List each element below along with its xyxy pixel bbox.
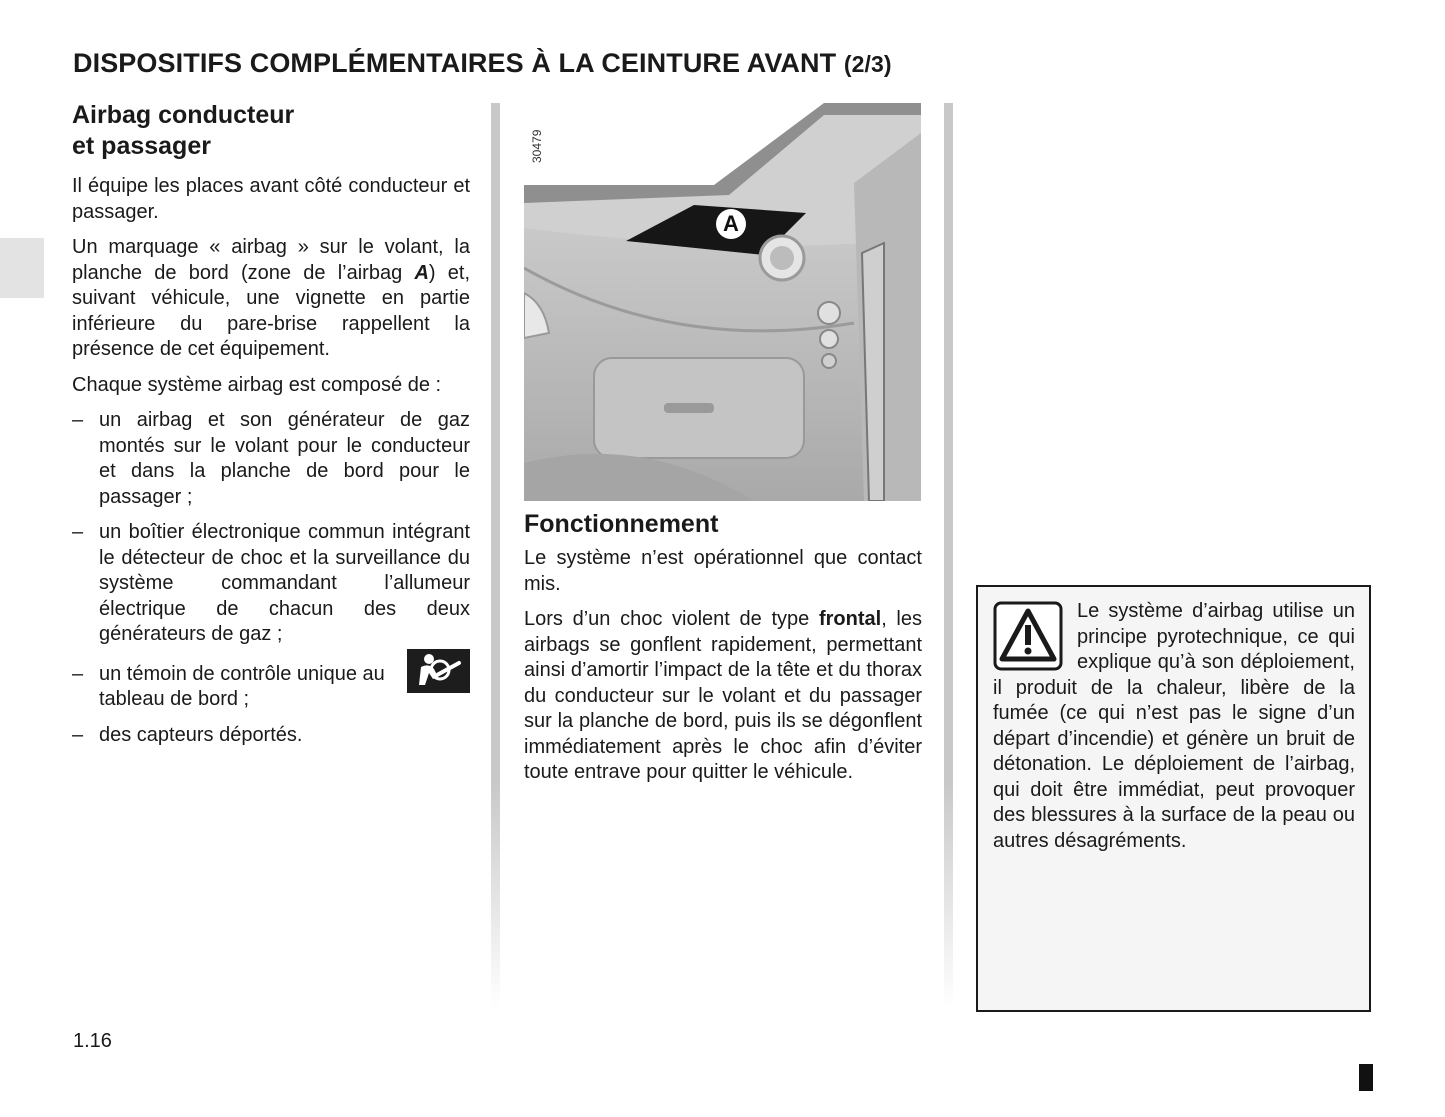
list-item <box>72 662 470 713</box>
corner-marker <box>1359 1064 1373 1091</box>
middle-column <box>524 103 922 796</box>
reference-a: A <box>414 261 429 284</box>
list-dash: – <box>72 521 84 543</box>
paragraph-places: Il équipe les places avant côté conducteur et passager. <box>72 175 470 223</box>
paragraph-impact <box>524 607 922 786</box>
page-number: 1.16 <box>73 1030 112 1052</box>
section-heading-airbag <box>72 100 470 162</box>
list-item <box>72 520 470 648</box>
list-item-text: un boîtier électronique commun intégrant le détecteur de choc et la surveillance du système commandant l’allumeur électrique de chacun des deux générateurs de gaz ; <box>99 521 470 645</box>
chapter-thumb-tab <box>0 238 44 298</box>
warning-box <box>976 585 1371 1012</box>
paragraph-marking <box>72 235 470 363</box>
list-item <box>72 408 470 510</box>
warning-text: Le système d’airbag utilise un principe pyrotechnique, ce qui explique qu’à son déploiement, il produit de la chaleur, libère de la fumée (ce qui n’est pas le signe d’un départ d’incendie) et génère un bruit de détonation. Le déploiement de l’airbag, qui doit être immédiat, peut provoquer des blessures à la surface de la peau ou autres désagréments. <box>993 600 1355 852</box>
list-item-text: un témoin de contrôle unique au tableau de bord ; <box>99 662 385 710</box>
page-title <box>73 48 892 79</box>
marking-text-after: ) et, suivant véhicule, une vignette en partie inférieure du pare-brise rappellent la présence de cet équipement. <box>72 261 471 360</box>
impact-text-before: Lors d’un choc violent de type <box>524 608 819 630</box>
dashboard-illustration <box>524 103 921 501</box>
warning-triangle-icon <box>993 601 1063 671</box>
list-item <box>72 723 470 749</box>
callout-a-label: A <box>716 209 746 239</box>
title-part: (2/3) <box>843 51 892 77</box>
column-rule <box>944 103 953 1008</box>
heading-line-1: Airbag conducteur <box>72 101 295 129</box>
impact-text-after: , les airbags se gonflent rapidement, permettant ainsi d’amortir l’impact de la tête et du thorax du conducteur sur le volant et du passager sur la planche de bord, puis ils se dégonflent immédiatement après le choc afin d’éviter toute entrave pour quitter le véhicule. <box>524 608 922 783</box>
paragraph-operational: Le système n’est opérationnel que contact mis. <box>524 547 922 595</box>
heading-line-2: et passager <box>72 132 211 160</box>
list-item-text: un airbag et son générateur de gaz montés sur le volant pour le conducteur et dans la planche de bord pour le passager ; <box>99 409 470 508</box>
paragraph-composition: Chaque système airbag est composé de : <box>72 373 442 396</box>
figure-code: 30479 <box>530 129 544 163</box>
list-dash: – <box>72 662 84 685</box>
list-dash: – <box>72 409 84 431</box>
list-item-text: des capteurs déportés. <box>99 723 303 746</box>
left-column <box>72 100 470 758</box>
airbag-warning-lamp-icon <box>407 649 470 693</box>
marking-text-before: Un marquage « airbag » sur le volant, la planche de bord (zone de l’airbag <box>72 236 470 284</box>
section-heading-operation: Fonctionnement <box>524 510 719 538</box>
list-dash: – <box>72 723 84 746</box>
title-main: DISPOSITIFS COMPLÉMENTAIRES À LA CEINTURE AVANT <box>73 48 837 78</box>
impact-bold-frontal: frontal <box>818 608 882 630</box>
column-rule <box>491 103 500 1008</box>
